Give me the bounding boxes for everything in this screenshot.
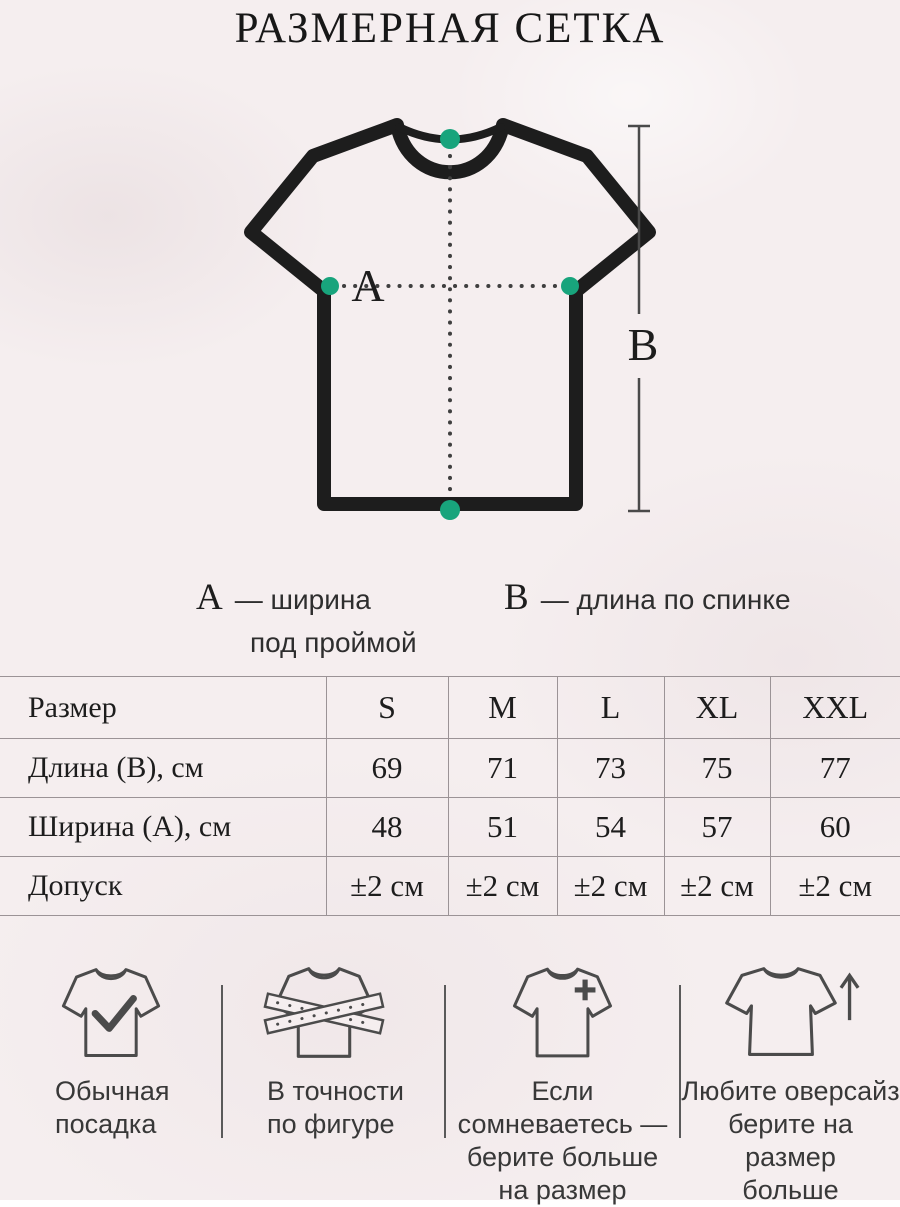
length-xxl: 77 — [770, 739, 900, 798]
width-xxl: 60 — [770, 798, 900, 857]
length-s: 69 — [326, 739, 448, 798]
page-title: РАЗМЕРНАЯ СЕТКА — [234, 5, 666, 52]
table-row-width — [0, 798, 900, 857]
tshirt-tape-icon — [261, 963, 387, 1063]
legend-a-text2: под проймой — [250, 627, 417, 658]
legend-width — [196, 576, 417, 659]
row-label-length: Длина (В), см — [0, 739, 326, 798]
caption-line: В точности — [267, 1076, 404, 1106]
fit-caption-exact — [223, 1075, 444, 1141]
fit-item-regular — [40, 963, 221, 1141]
table-row-tolerance — [0, 857, 900, 916]
fit-item-doubt — [446, 963, 679, 1207]
size-col-xl: XL — [664, 677, 770, 739]
label-b: B — [627, 319, 659, 370]
caption-line: посадка — [55, 1109, 157, 1139]
caption-line: берите больше — [466, 1142, 659, 1172]
arrow-up-icon — [841, 975, 858, 1020]
legend-b-text: — длина по спинке — [540, 584, 791, 615]
header-size-label: Размер — [0, 677, 326, 739]
legend-a-text: — ширина — [234, 584, 371, 615]
hem-point-dot — [440, 500, 460, 520]
tolerance-xxl: ±2 см — [770, 857, 900, 916]
row-label-tolerance: Допуск — [0, 857, 326, 916]
tshirt-check-icon — [55, 963, 167, 1063]
caption-line: по фигуре — [267, 1109, 395, 1139]
plus-mark — [575, 980, 596, 1001]
check-mark — [95, 999, 133, 1029]
width-m: 51 — [448, 798, 557, 857]
size-col-s: S — [326, 677, 448, 739]
width-l: 54 — [557, 798, 664, 857]
legend-a-letter: А — [196, 577, 223, 618]
caption-line: Любите оверсайз — [681, 1076, 900, 1106]
left-armpit-dot — [321, 277, 339, 295]
fit-item-exact — [223, 963, 444, 1141]
tolerance-xl: ±2 см — [664, 857, 770, 916]
caption-line: Если сомневаетесь — — [457, 1076, 668, 1139]
tshirt-measurement-diagram — [0, 0, 900, 570]
size-col-m: M — [448, 677, 557, 739]
fit-caption-regular — [40, 1075, 221, 1141]
fit-item-oversize — [681, 963, 900, 1207]
caption-line: на размер — [498, 1175, 627, 1205]
legend-length — [504, 576, 791, 619]
width-s: 48 — [326, 798, 448, 857]
tshirt-arrow-icon — [718, 963, 863, 1063]
tolerance-s: ±2 см — [326, 857, 448, 916]
row-label-width: Ширина (А), см — [0, 798, 326, 857]
tolerance-m: ±2 см — [448, 857, 557, 916]
right-armpit-dot — [561, 277, 579, 295]
width-xl: 57 — [664, 798, 770, 857]
legend-b-letter: В — [504, 577, 529, 618]
size-col-xxl: XXL — [770, 677, 900, 739]
table-header-row — [0, 677, 900, 739]
caption-line: берите на размер — [728, 1109, 853, 1172]
length-xl: 75 — [664, 739, 770, 798]
caption-line: Обычная — [55, 1076, 170, 1106]
tshirt-outline — [251, 125, 649, 504]
size-col-l: L — [557, 677, 664, 739]
tolerance-l: ±2 см — [557, 857, 664, 916]
size-table — [0, 676, 900, 916]
tshirt-plus-icon — [506, 963, 619, 1063]
table-row-length — [0, 739, 900, 798]
fit-caption-doubt — [446, 1075, 679, 1207]
caption-line: больше — [742, 1175, 839, 1205]
neck-point-dot — [440, 129, 460, 149]
length-l: 73 — [557, 739, 664, 798]
label-a: A — [351, 260, 385, 311]
length-m: 71 — [448, 739, 557, 798]
fit-caption-oversize — [681, 1075, 900, 1207]
